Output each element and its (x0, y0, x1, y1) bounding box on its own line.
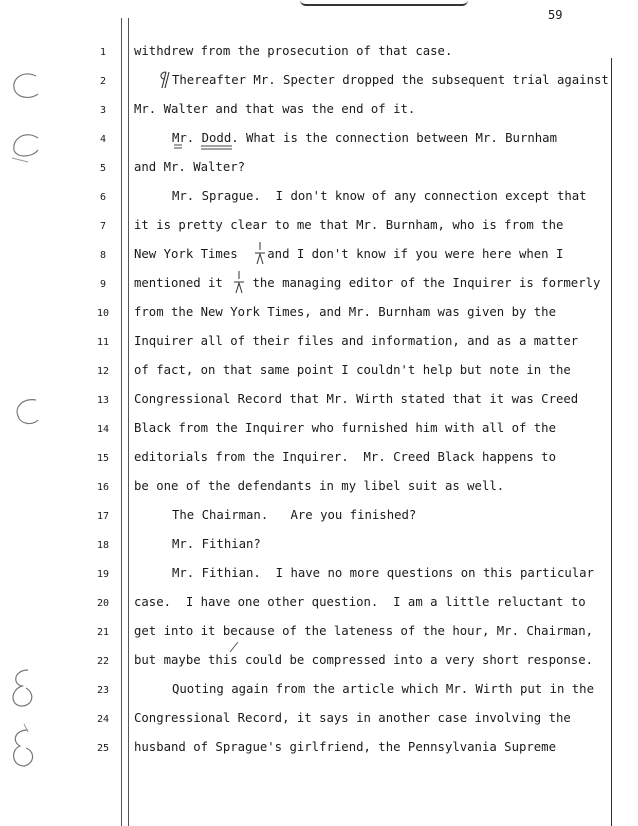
text-line: Inquirer all of their files and information, and as a matter (134, 334, 579, 348)
margin-mark-5 (4, 722, 40, 772)
text-line: Quoting again from the article which Mr. Wirth put in the (172, 682, 594, 696)
line-number: 7 (99, 221, 107, 232)
text-line: it is pretty clear to me that Mr. Burnham, who is from the (134, 218, 564, 232)
margin-mark-3 (8, 394, 44, 434)
text-line: husband of Sprague's girlfriend, the Pennsylvania Supreme (134, 740, 556, 754)
text-line: Congressional Record, it says in another case involving the (134, 711, 571, 725)
text-line: Mr. Walter and that was the end of it. (134, 102, 416, 116)
line-number: 3 (99, 105, 107, 116)
text-line: mentioned it the managing editor of the Inquirer is formerly (134, 276, 601, 290)
text-line: Mr. Fithian. I have no more questions on this particular (172, 566, 594, 580)
line-number: 15 (96, 453, 110, 464)
line-number: 14 (96, 424, 110, 435)
line-number: 25 (96, 743, 110, 754)
line-number: 5 (99, 163, 107, 174)
text-line: withdrew from the prosecution of that case. (134, 44, 453, 58)
underline-mark-icon (172, 143, 186, 151)
margin-mark-4 (4, 664, 40, 714)
double-underline-icon (200, 144, 234, 152)
text-line: case. I have one other question. I am a little reluctant to (134, 595, 586, 609)
text-line: and Mr. Walter? (134, 160, 246, 174)
text-line: get into it because of the lateness of the hour, Mr. Chairman, (134, 624, 594, 638)
line-number: 1 (99, 47, 107, 58)
line-number: 16 (96, 482, 110, 493)
left-margin-rule (121, 18, 129, 826)
line-number: 10 (96, 308, 110, 319)
text-line: Thereafter Mr. Specter dropped the subsequent trial against (172, 73, 609, 87)
text-line: editorials from the Inquirer. Mr. Creed Black happens to (134, 450, 556, 464)
line-number: 4 (99, 134, 107, 145)
line-number: 11 (96, 337, 110, 348)
page-number: 59 (548, 8, 563, 22)
text-line: Black from the Inquirer who furnished him with all of the (134, 421, 556, 435)
margin-mark-1 (6, 68, 46, 108)
text-line: Mr. Dodd. What is the connection between Mr. Burnham (172, 131, 557, 145)
line-number: 18 (96, 540, 110, 551)
line-number: 2 (99, 76, 107, 87)
paragraph-mark-icon (156, 70, 172, 90)
text-line: Mr. Sprague. I don't know of any connection except that (172, 189, 587, 203)
text-line: Congressional Record that Mr. Wirth stated that it was Creed (134, 392, 579, 406)
line-number: 12 (96, 366, 110, 377)
line-number: 8 (99, 250, 107, 261)
text-line: The Chairman. Are you finished? (172, 508, 417, 522)
line-number: 24 (96, 714, 110, 725)
text-line: but maybe this could be compressed into a very short response. (134, 653, 594, 667)
right-margin-rule (611, 58, 612, 826)
line-number: 6 (99, 192, 107, 203)
insert-caret-icon (228, 640, 240, 654)
text-line: be one of the defendants in my libel suit as well. (134, 479, 505, 493)
text-line: from the New York Times, and Mr. Burnham was given by the (134, 305, 556, 319)
line-number: 20 (96, 598, 110, 609)
margin-mark-2 (6, 128, 46, 168)
text-line: Mr. Fithian? (172, 537, 261, 551)
dash-insert-mark-icon (253, 240, 267, 266)
line-number: 19 (96, 569, 110, 580)
text-line: New York Times and I don't know if you were here when I (134, 247, 564, 261)
text-line: of fact, on that same point I couldn't help but note in the (134, 363, 571, 377)
line-number: 21 (96, 627, 110, 638)
line-number: 22 (96, 656, 110, 667)
line-number: 23 (96, 685, 110, 696)
line-number: 9 (99, 279, 107, 290)
line-number: 17 (96, 511, 110, 522)
dash-insert-mark-icon (232, 269, 246, 295)
line-number: 13 (96, 395, 110, 406)
top-edge-mark (300, 0, 468, 6)
